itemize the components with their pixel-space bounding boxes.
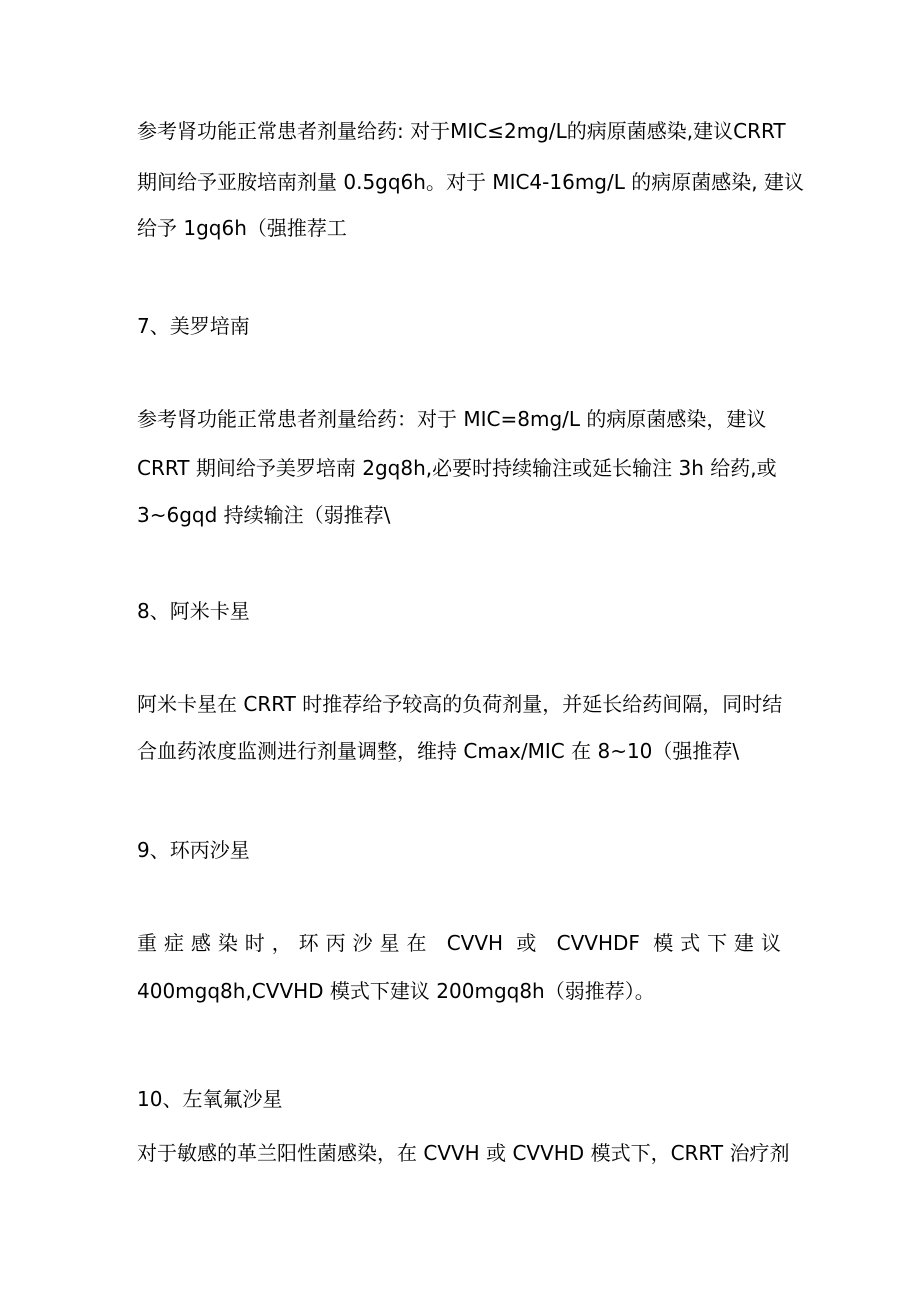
paragraph-line: CRRT 期间给予美罗培南 2gq8h,必要时持续输注或延长输注 3h 给药,或 [137,456,777,480]
paragraph-line: 对于敏感的革兰阳性菌感染，在 CVVH 或 CVVHD 模式下，CRRT 治疗剂 [137,1141,790,1165]
section-heading-meropenem: 7、美罗培南 [137,314,250,338]
paragraph-line: 期间给予亚胺培南剂量 0.5gq6h。对于 MIC4-16mg/L 的病原菌感染, 建议 [137,170,804,194]
paragraph-line: 3~6gqd 持续输注（弱推荐\ [137,503,391,527]
section-heading-ciprofloxacin: 9、环丙沙星 [137,838,250,862]
section-heading-levofloxacin: 10、左氧氟沙星 [137,1087,283,1111]
paragraph-line: 400mgq8h,CVVHD 模式下建议 200mgq8h（弱推荐）。 [137,979,655,1003]
paragraph-line: 参考肾功能正常患者剂量给药：对于 MIC=8mg/L 的病原菌感染，建议 [137,407,767,431]
section-heading-amikacin: 8、阿米卡星 [137,599,250,623]
paragraph-line: 参考肾功能正常患者剂量给药: 对于MIC≤2mg/L的病原菌感染,建议CRRT [137,119,786,143]
paragraph-line: 重症感染时，环丙沙星在 CVVH 或 CVVHDF 模式下建议 [137,931,781,955]
paragraph-line: 合血药浓度监测进行剂量调整，维持 Cmax/MIC 在 8~10（强推荐\ [137,739,740,763]
paragraph-line: 给予 1gq6h（强推荐工 [137,216,347,240]
paragraph-line: 阿米卡星在 CRRT 时推荐给予较高的负荷剂量，并延长给药间隔，同时结 [137,692,783,716]
